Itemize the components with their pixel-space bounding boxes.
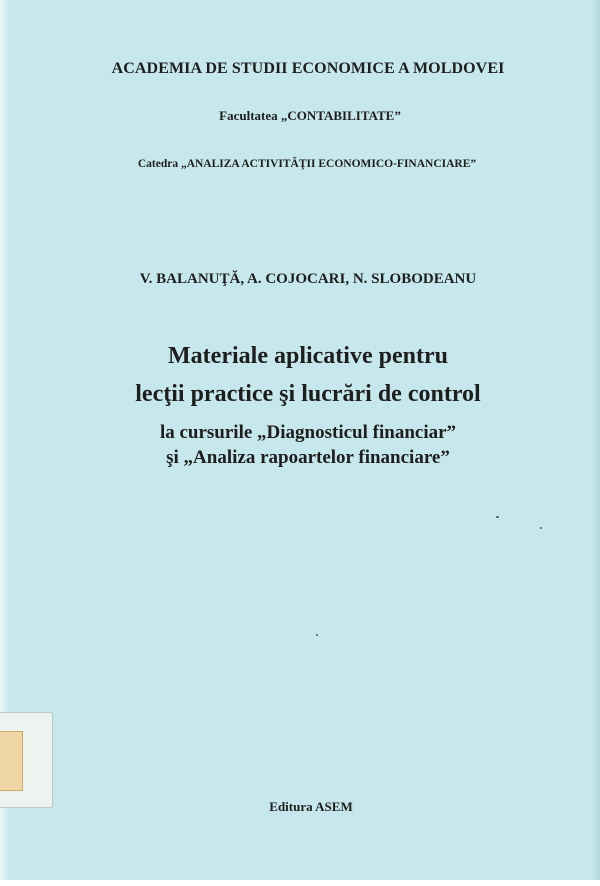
- paper-speck: [496, 516, 499, 518]
- publisher-name: Editura ASEM: [269, 799, 353, 814]
- chair-name: Catedra „ANALIZA ACTIVITĂŢII ECONOMICO-FINANCIARE”: [137, 158, 477, 170]
- title-line-1: Materiale aplicative pentru: [168, 343, 448, 369]
- authors: V. BALANUŢĂ, A. COJOCARI, N. SLOBODEANU: [139, 271, 477, 287]
- paper-speck: [316, 634, 318, 636]
- subtitle-line-1: la cursurile „Diagnosticul financiar”: [159, 422, 457, 443]
- subtitle-line-2: şi „Analiza rapoartelor financiare”: [166, 447, 450, 468]
- paper-speck: [540, 527, 542, 529]
- label-color-strip: [0, 731, 23, 791]
- institution-name: ACADEMIA DE STUDII ECONOMICE A MOLDOVEI: [111, 60, 505, 77]
- cover-bottom-edge: [0, 880, 600, 886]
- title-line-2: lecţii practice şi lucrări de control: [135, 381, 481, 407]
- library-label-sticker: [0, 712, 53, 808]
- faculty-name: Facultatea „CONTABILITATE”: [219, 108, 401, 123]
